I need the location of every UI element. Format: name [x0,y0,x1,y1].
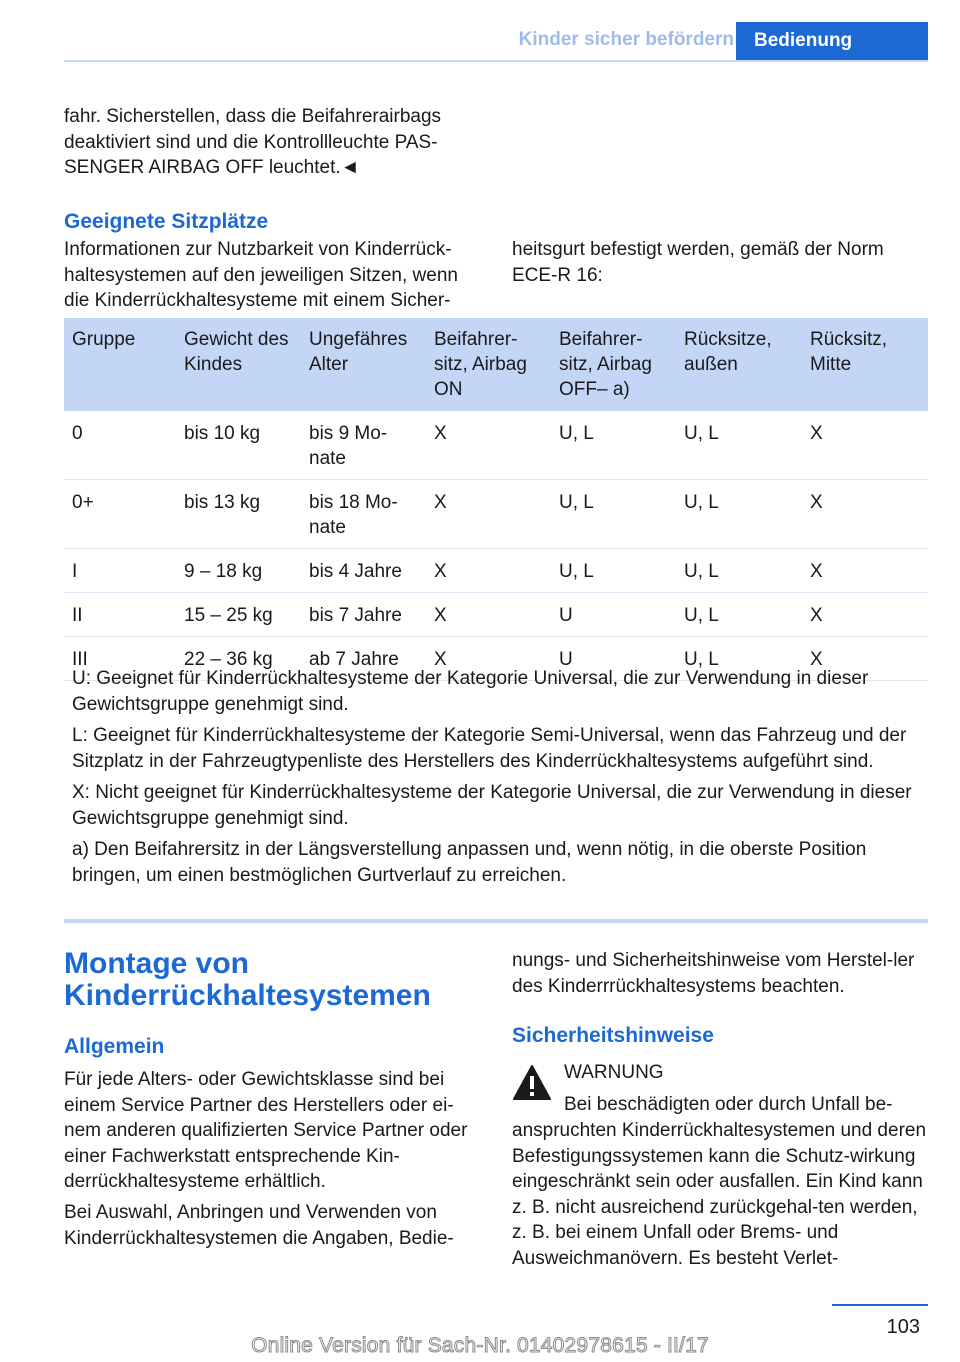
table-cell: U, L [676,411,802,480]
table-cell: 22 – 36 kg [176,637,301,681]
table-cell: U, L [676,549,802,593]
allgemein-paragraph-2: Bei Auswahl, Anbringen und Verwenden von Kinderrückhaltesystemen die Angaben, Bedie‐ [64,1202,454,1249]
table-cell: X [802,593,928,637]
table-row [64,549,928,593]
header-cell-alter: Ungefähres Alter [301,318,426,411]
table-cell: U, L [676,637,802,681]
table-cell: 9 – 18 kg [176,549,301,593]
table-cell: X [426,411,551,480]
table-cell: bis 9 Mo‐nate [301,411,426,480]
table-cell: 15 – 25 kg [176,593,301,637]
table-cell: X [802,637,928,681]
allgemein-heading: Allgemein [64,1035,165,1058]
right-paragraph-1: nungs- und Sicherheitshinweise vom Herstel‐ler des Kinderrrückhaltesystems beachten. [512,950,915,997]
warning-triangle-icon [512,1064,552,1102]
header-cell-ruecksitz-mitte: Rücksitz, Mitte [802,318,928,411]
table-row [64,480,928,549]
table-cell: U, L [551,549,676,593]
table-cell: X [426,637,551,681]
table-cell: III [64,637,176,681]
allgemein-paragraph-1: Für jede Alters- oder Gewichtsklasse sind bei einem Service Partner des Herstellers oder ei‐nem anderen qualifizierten Service Partner oder einer Fachwerkstatt entsprechende Kin‐derrückhaltesysteme erhältlich. [64,1069,468,1192]
running-header-chapter: Bedienung [736,22,928,62]
table-cell: X [802,411,928,480]
table-notes [64,666,928,894]
table-end-rule [64,919,928,923]
seats-intro-col2: heitsgurt befestigt werden, gemäß der Norm ECE-R 16: [512,239,884,286]
table-cell: I [64,549,176,593]
montage-title: Montage von Kinderrückhaltesystemen [64,947,431,1012]
note-x: X: Nicht geeignet für Kinderrückhaltesysteme der Kategorie Universal, die zur Verwendung in dieser Gewichtsgruppe genehmigt sind. [72,782,912,829]
table-cell: bis 13 kg [176,480,301,549]
table-cell: U, L [551,480,676,549]
warning-label: WARNUNG [564,1062,664,1083]
table-cell: bis 4 Jahre [301,549,426,593]
warning-text: anspruchten Kinderrückhaltesystemen und deren Befestigungssystemen kann die Schutz‐wirkung eingeschränkt sein oder ausfallen. Ein Kind kann z. B. nicht ausreichend zurückgehal‐ten werden, z. B. bei einem Unfall oder Brems- und Ausweichmanövern. Es besteht Verlet‐ [512,1120,927,1269]
table-cell: X [426,480,551,549]
table-cell: 0+ [64,480,176,549]
seats-heading: Geeignete Sitzplätze [64,210,269,233]
intro-paragraph: fahr. Sicherstellen, dass die Beifahrerairbags deaktiviert sind und die Kontrollleuchte PAS‐SENGER AIRBAG OFF leuchtet.◄ [64,106,442,178]
table-row [64,411,928,480]
running-header-section: Kinder sicher befördern [518,29,734,50]
table-cell: ab 7 Jahre [301,637,426,681]
table-cell: U, L [676,480,802,549]
safety-heading: Sicherheitshinweise [512,1024,714,1047]
seat-suitability-table [64,318,928,681]
table-cell: 0 [64,411,176,480]
table-cell: X [426,549,551,593]
note-l: L: Geeignet für Kinderrückhaltesysteme der Kategorie Semi-Universal, wenn das Fahrzeug und der Sitzplatz in der Fahrzeugtypenliste des Herstellers des Kinderrückhaltesystems aufgeführt sind. [72,725,907,772]
note-u: U: Geeignet für Kinderrückhaltesysteme der Kategorie Universal, die zur Verwendung in dieser Gewichtsgruppe genehmigt sind. [72,668,869,715]
header-cell-ruecksitze-aussen: Rücksitze, außen [676,318,802,411]
table-cell: bis 18 Mo‐nate [301,480,426,549]
header-rule [64,60,928,62]
table-cell: X [802,480,928,549]
header-cell-gewicht: Gewicht des Kindes [176,318,301,411]
page-number: 103 [886,1316,920,1338]
table-cell: bis 10 kg [176,411,301,480]
header-cell-gruppe: Gruppe [64,318,176,411]
online-version-footer: Online Version für Sach-Nr. 01402978615 - II/17 [251,1334,709,1357]
table-cell: II [64,593,176,637]
table-header-row [64,318,928,411]
header-cell-beifahrer-on: Beifahrer‐sitz, Airbag ON [426,318,551,411]
note-a: a) Den Beifahrersitz in der Längsverstellung anpassen und, wenn nötig, in die oberste Position bringen, um einen bestmöglichen Gurtverlauf zu erreichen. [72,839,867,886]
table-cell: X [802,549,928,593]
table-cell: bis 7 Jahre [301,593,426,637]
table-cell: U [551,637,676,681]
table-cell: U, L [676,593,802,637]
seats-intro-col1: Informationen zur Nutzbarkeit von Kinderrück‐haltesystemen auf den jeweiligen Sitzen, wenn die Kinderrückhaltesysteme mit einem Sicher‐ [64,239,458,311]
table-cell: U [551,593,676,637]
table-cell: U, L [551,411,676,480]
warning-first-line: Bei beschädigten oder durch Unfall be‐ [564,1094,893,1115]
footer-rule [832,1304,928,1306]
header-cell-beifahrer-off: Beifahrer‐sitz, Airbag OFF– a) [551,318,676,411]
table-cell: X [426,593,551,637]
table-row [64,593,928,637]
